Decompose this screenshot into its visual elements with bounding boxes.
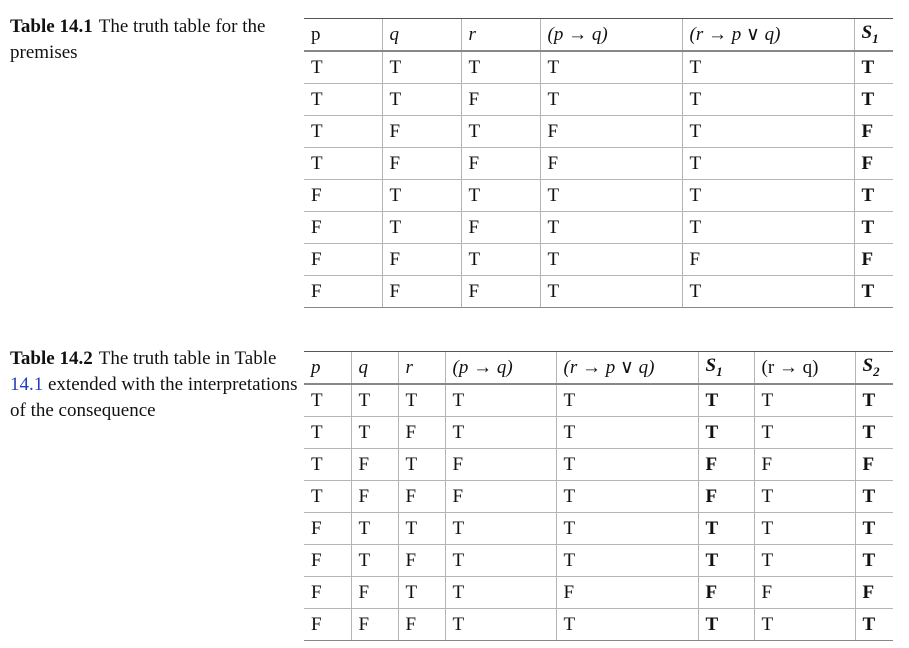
table-cell: F xyxy=(304,244,382,276)
table-row xyxy=(304,244,893,276)
header-r: r xyxy=(461,19,540,52)
table-cell: F xyxy=(855,449,893,481)
table-cell: T xyxy=(445,545,556,577)
header-p: p xyxy=(304,19,382,52)
table-cell: F xyxy=(556,577,698,609)
table-cell: T xyxy=(556,545,698,577)
table-row xyxy=(304,417,893,449)
table-cell: T xyxy=(445,513,556,545)
table-header-row xyxy=(304,352,893,385)
table-cell: F xyxy=(304,545,351,577)
table-cell: T xyxy=(682,212,854,244)
table-cell: T xyxy=(854,180,893,212)
header-r-implies-p-or-q: (r → p ∨ q) xyxy=(556,352,698,385)
table-cell: F xyxy=(540,148,682,180)
table-14-2-label: Table 14.2 xyxy=(10,348,93,369)
table-row xyxy=(304,609,893,641)
table-cell: F xyxy=(351,577,398,609)
table-cell: T xyxy=(556,481,698,513)
table-cell: T xyxy=(461,244,540,276)
table-cell: T xyxy=(540,180,682,212)
table-cell: T xyxy=(855,384,893,417)
table-cell: T xyxy=(382,84,461,116)
table-cell: F xyxy=(304,513,351,545)
table-cell: T xyxy=(382,180,461,212)
header-r-implies-q: (r → q) xyxy=(754,352,855,385)
table-cell: T xyxy=(754,481,855,513)
table-row xyxy=(304,384,893,417)
table-cell: T xyxy=(304,148,382,180)
table-cell: F xyxy=(698,449,754,481)
header-r: r xyxy=(398,352,445,385)
table-row xyxy=(304,276,893,308)
table-cell: T xyxy=(682,276,854,308)
table-cell: T xyxy=(445,609,556,641)
table-cell: F xyxy=(698,481,754,513)
table-cell: T xyxy=(556,449,698,481)
table-row xyxy=(304,513,893,545)
table-cell: F xyxy=(445,449,556,481)
header-q: q xyxy=(382,19,461,52)
table-cell: T xyxy=(556,609,698,641)
table-row xyxy=(304,481,893,513)
table-cell: T xyxy=(556,513,698,545)
table-cell: F xyxy=(461,148,540,180)
table-14-2-caption xyxy=(10,346,300,424)
header-p: p xyxy=(304,352,351,385)
table-cell: F xyxy=(854,116,893,148)
table-cell: F xyxy=(461,212,540,244)
table-cell: T xyxy=(698,384,754,417)
table-cell: T xyxy=(445,577,556,609)
table-cell: F xyxy=(351,609,398,641)
table-cell: T xyxy=(855,417,893,449)
table-row xyxy=(304,577,893,609)
table-14-2-caption-after: extended with the interpretations of the consequence xyxy=(10,374,298,421)
table-row xyxy=(304,212,893,244)
table-cell: F xyxy=(398,609,445,641)
header-r-implies-p-or-q: (r → p ∨ q) xyxy=(682,19,854,52)
table-cell: T xyxy=(556,384,698,417)
table-cell: T xyxy=(754,545,855,577)
table-header-row xyxy=(304,19,893,52)
table-cell: T xyxy=(682,84,854,116)
table-cell: T xyxy=(754,513,855,545)
table-cell: T xyxy=(854,212,893,244)
table-cell: T xyxy=(351,513,398,545)
table-cell: F xyxy=(398,545,445,577)
table-cell: F xyxy=(540,116,682,148)
table-cell: T xyxy=(698,417,754,449)
header-s2: $S_2$ xyxy=(855,352,893,385)
table-cell: T xyxy=(854,51,893,84)
table-cell: T xyxy=(445,417,556,449)
table-cell: T xyxy=(855,545,893,577)
table-cell: F xyxy=(398,417,445,449)
table-row xyxy=(304,84,893,116)
table-cell: T xyxy=(304,384,351,417)
table-body xyxy=(304,384,893,641)
table-cell: T xyxy=(398,384,445,417)
truth-table-premises xyxy=(304,18,893,308)
header-p-implies-q: (p → q) xyxy=(540,19,682,52)
table-row xyxy=(304,449,893,481)
table-cell: T xyxy=(304,51,382,84)
table-cell: T xyxy=(682,116,854,148)
table-cell: F xyxy=(351,449,398,481)
table-cell: T xyxy=(854,276,893,308)
truth-table-extended xyxy=(304,351,893,641)
table-cell: T xyxy=(855,481,893,513)
table-cell: F xyxy=(854,148,893,180)
table-cell: T xyxy=(540,84,682,116)
table-cell: T xyxy=(754,417,855,449)
table-cell: F xyxy=(382,244,461,276)
table-cell: F xyxy=(445,481,556,513)
table-cell: T xyxy=(540,276,682,308)
table-cell: T xyxy=(304,84,382,116)
table-body xyxy=(304,51,893,308)
table-cell: T xyxy=(540,212,682,244)
table-cell: T xyxy=(382,212,461,244)
table-cell: T xyxy=(540,244,682,276)
table-cell: T xyxy=(682,51,854,84)
table-row xyxy=(304,51,893,84)
table-cell: T xyxy=(855,513,893,545)
table-cell: F xyxy=(461,276,540,308)
table-cell: F xyxy=(304,212,382,244)
table-reference-link[interactable]: 14.1 xyxy=(10,374,44,395)
table-row xyxy=(304,116,893,148)
table-cell: T xyxy=(698,609,754,641)
table-cell: T xyxy=(540,51,682,84)
table-cell: T xyxy=(754,384,855,417)
table-cell: T xyxy=(304,449,351,481)
table-cell: T xyxy=(698,513,754,545)
table-cell: F xyxy=(754,577,855,609)
table-row xyxy=(304,148,893,180)
table-cell: F xyxy=(304,276,382,308)
table-cell: T xyxy=(304,116,382,148)
table-cell: F xyxy=(754,449,855,481)
table-row xyxy=(304,180,893,212)
table-cell: T xyxy=(351,384,398,417)
table-cell: F xyxy=(461,84,540,116)
table-cell: F xyxy=(698,577,754,609)
table-cell: T xyxy=(855,609,893,641)
table-cell: F xyxy=(855,577,893,609)
table-cell: T xyxy=(445,384,556,417)
table-cell: F xyxy=(304,180,382,212)
table-14-2-caption-before: The truth table in Table xyxy=(98,348,277,369)
table-cell: T xyxy=(682,148,854,180)
table-cell: F xyxy=(382,148,461,180)
header-p-implies-q: (p → q) xyxy=(445,352,556,385)
table-cell: T xyxy=(351,417,398,449)
table-cell: T xyxy=(556,417,698,449)
table-14-1-caption-text: The truth table for the premises xyxy=(10,16,266,63)
table-cell: T xyxy=(854,84,893,116)
table-14-1-label: Table 14.1 xyxy=(10,16,93,37)
table-cell: T xyxy=(398,449,445,481)
table-cell: T xyxy=(398,577,445,609)
table-cell: F xyxy=(304,609,351,641)
table-cell: T xyxy=(754,609,855,641)
header-q: q xyxy=(351,352,398,385)
table-cell: T xyxy=(304,481,351,513)
table-cell: T xyxy=(351,545,398,577)
table-cell: T xyxy=(682,180,854,212)
table-cell: T xyxy=(461,116,540,148)
table-cell: T xyxy=(398,513,445,545)
table-cell: T xyxy=(698,545,754,577)
table-cell: F xyxy=(398,481,445,513)
table-cell: F xyxy=(854,244,893,276)
table-cell: T xyxy=(382,51,461,84)
table-cell: T xyxy=(461,180,540,212)
table-14-1-caption xyxy=(10,14,295,66)
header-s1: $S_1$ xyxy=(698,352,754,385)
table-cell: F xyxy=(682,244,854,276)
table-cell: T xyxy=(304,417,351,449)
table-row xyxy=(304,545,893,577)
table-cell: F xyxy=(304,577,351,609)
table-cell: F xyxy=(351,481,398,513)
table-cell: F xyxy=(382,276,461,308)
table-cell: F xyxy=(382,116,461,148)
table-cell: T xyxy=(461,51,540,84)
header-s1: $S_1$ xyxy=(854,19,893,52)
